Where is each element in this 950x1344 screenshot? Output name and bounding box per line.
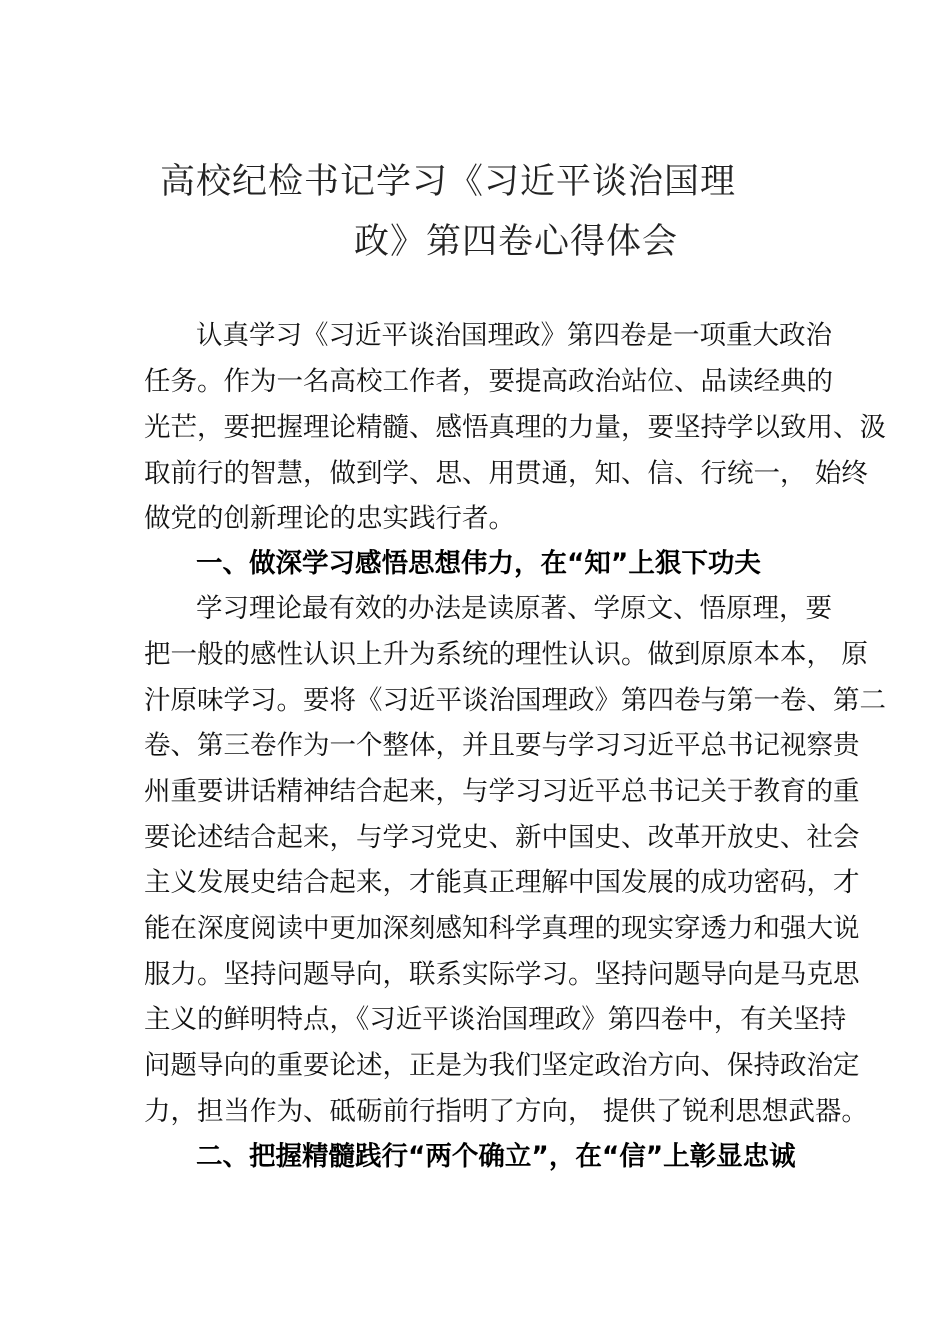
section-1-paragraph-line: 要论述结合起来，与学习党史、新中国史、改革开放史、社会 (144, 822, 860, 853)
section-1-paragraph-line: 把一般的感性认识上升为系统的理性认识。做到原原本本， 原 (144, 639, 868, 670)
section-1-paragraph-line: 力，担当作为、砥砺前行指明了方向， 提供了锐利思想武器。 (144, 1096, 868, 1127)
section-1-paragraph-line: 州重要讲话精神结合起来，与学习习近平总书记关于教育的重 (144, 776, 860, 807)
intro-paragraph-line: 光芒，要把握理论精髓、感悟真理的力量，要坚持学以致用、汲 (144, 412, 886, 443)
document-title-line-2: 政》第四卷心得体会 (354, 222, 679, 262)
section-1-heading: 一、做深学习感悟思想伟力，在“知”上狠下功夫 (196, 548, 761, 579)
section-1-paragraph-line: 学习理论最有效的办法是读原著、学原文、悟原理，要 (196, 593, 832, 624)
intro-paragraph-line: 取前行的智慧，做到学、思、用贯通，知、信、行统一， 始终 (144, 458, 868, 489)
section-1-paragraph-line: 卷、第三卷作为一个整体，并且要与学习习近平总书记视察贵 (144, 730, 860, 761)
section-1-paragraph-line: 能在深度阅读中更加深刻感知科学真理的现实穿透力和强大说 (144, 913, 860, 944)
section-1-paragraph-line: 服力。坚持问题导向，联系实际学习。坚持问题导向是马克思 (144, 959, 860, 990)
section-1-paragraph-line: 汁原味学习。要将《习近平谈治国理政》第四卷与第一卷、第二 (144, 685, 886, 716)
section-1-paragraph-line: 主义的鲜明特点，《习近平谈治国理政》第四卷中，有关坚持 (144, 1004, 847, 1035)
intro-paragraph-line: 任务。作为一名高校工作者，要提高政治站位、品读经典的 (144, 366, 833, 397)
intro-paragraph-line: 做党的创新理论的忠实践行者。 (144, 503, 515, 534)
section-1-paragraph-line: 主义发展史结合起来，才能真正理解中国发展的成功密码，才 (144, 867, 860, 898)
section-2-heading: 二、把握精髓践行“两个确立”，在“信”上彰显忠诚 (196, 1141, 796, 1172)
intro-paragraph-line: 认真学习《习近平谈治国理政》第四卷是一项重大政治 (196, 320, 832, 351)
section-1-paragraph-line: 问题导向的重要论述，正是为我们坚定政治方向、保持政治定 (144, 1050, 860, 1081)
document-title-line-1: 高校纪检书记学习《习近平谈治国理 (160, 162, 737, 202)
